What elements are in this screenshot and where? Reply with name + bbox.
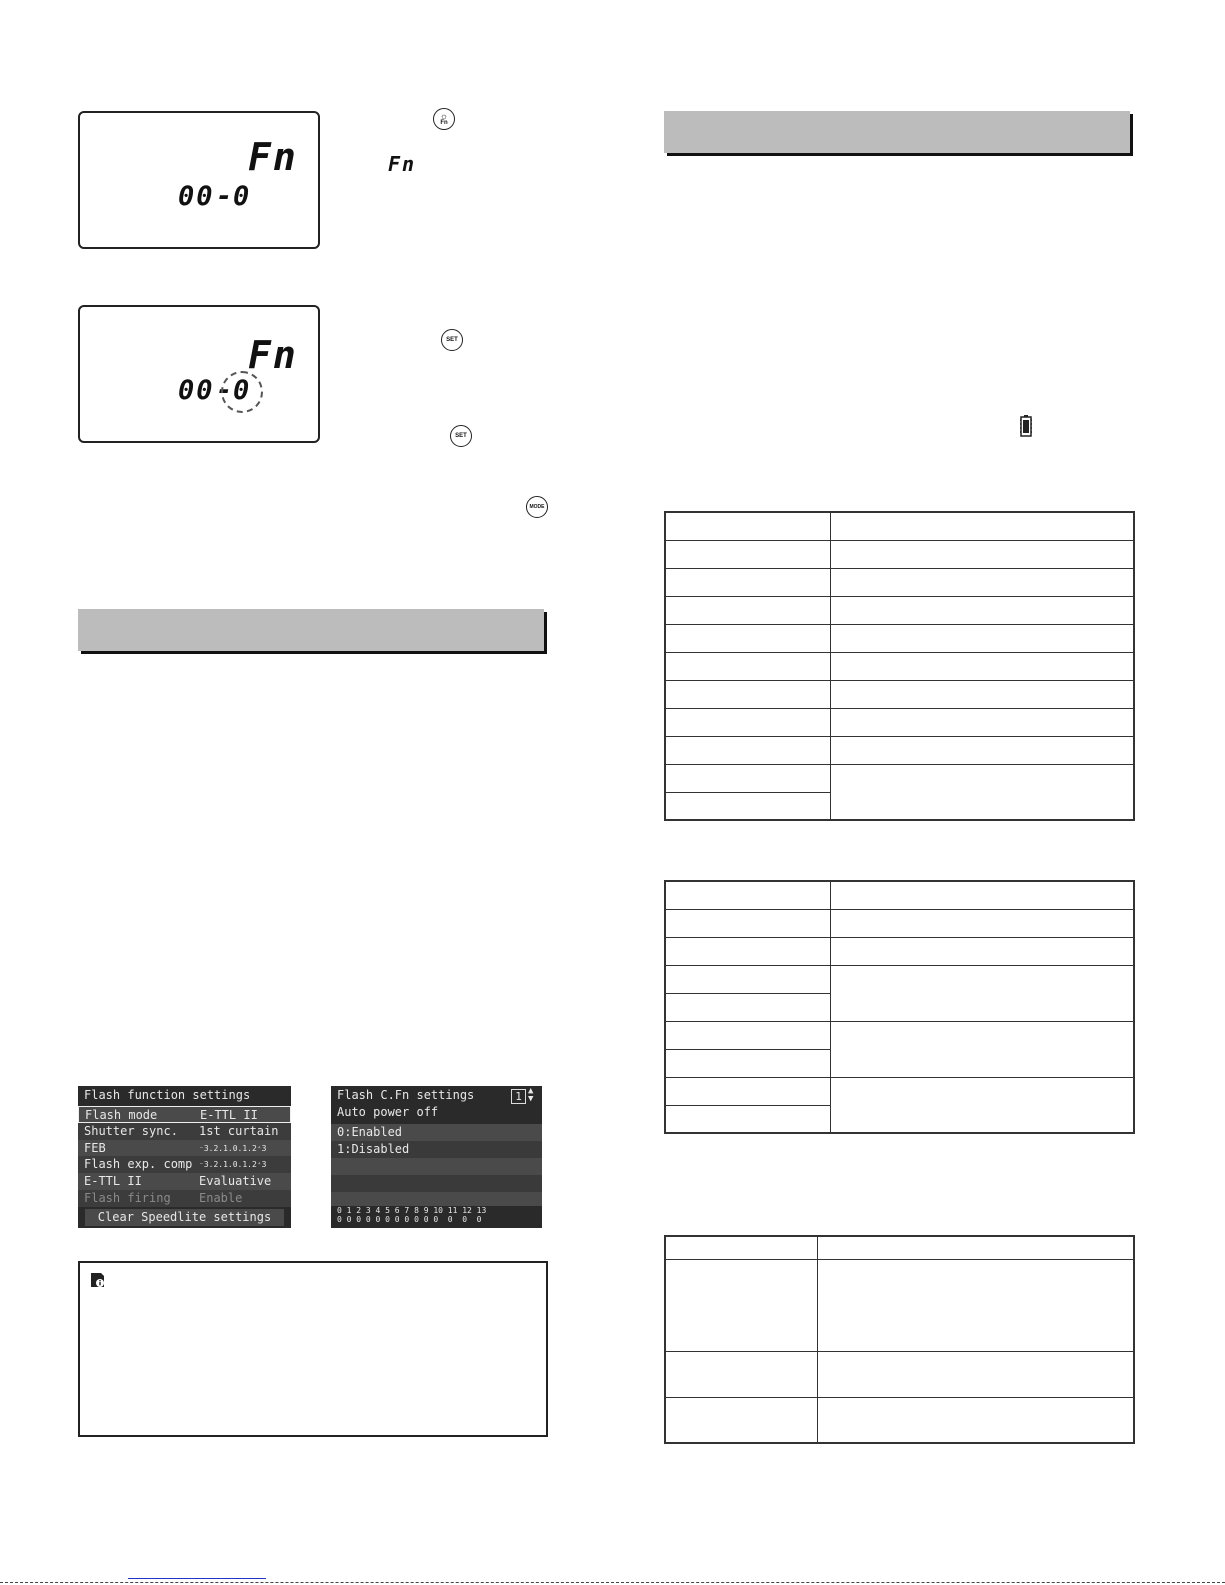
lcd-separator: - bbox=[216, 375, 235, 406]
section-header-bar bbox=[664, 111, 1130, 153]
table-row bbox=[665, 568, 1134, 596]
fn-button-icon: ☼ Fn bbox=[433, 108, 455, 130]
menu-row[interactable] bbox=[78, 1173, 291, 1190]
cfn-index-row: 0 1 2 3 4 5 6 7 8 9 10 11 12 13 bbox=[337, 1206, 487, 1215]
table-row bbox=[665, 1259, 1134, 1351]
screen-title: Flash C.Fn settings bbox=[337, 1088, 475, 1102]
settings-table bbox=[664, 1235, 1135, 1444]
menu-row[interactable] bbox=[78, 1156, 291, 1173]
table-row bbox=[665, 909, 1134, 937]
link-underline[interactable] bbox=[128, 1578, 266, 1579]
option-empty bbox=[331, 1175, 542, 1192]
lcd-function-number: 00 bbox=[178, 375, 215, 406]
menu-row-value: ⁻3.2.1.0.1.2⁺3 bbox=[199, 1160, 267, 1170]
section-header-bar bbox=[78, 609, 544, 651]
table-row bbox=[665, 1351, 1134, 1397]
page-arrows-icon: ▲ ▼ bbox=[528, 1086, 534, 1104]
battery-icon bbox=[1020, 415, 1032, 437]
note-box bbox=[78, 1261, 548, 1437]
menu-row[interactable] bbox=[78, 1106, 291, 1123]
menu-row-value: 1st curtain bbox=[199, 1123, 279, 1138]
table-row bbox=[665, 680, 1134, 708]
table-row bbox=[665, 512, 1134, 540]
lcd-panel-setting bbox=[78, 305, 320, 443]
set-button-icon: SET bbox=[441, 329, 463, 351]
menu-row[interactable] bbox=[78, 1190, 291, 1207]
table-row bbox=[665, 937, 1134, 965]
menu-row-label: Shutter sync. bbox=[84, 1123, 178, 1138]
info-note-icon bbox=[90, 1272, 106, 1288]
table-row bbox=[665, 736, 1134, 764]
custom-functions-table bbox=[664, 511, 1135, 821]
personal-functions-table bbox=[664, 880, 1135, 1134]
lcd-fn-indicator: Fn bbox=[248, 135, 298, 179]
screen-title: Flash function settings bbox=[78, 1087, 291, 1104]
lcd-setting-value: 0 bbox=[233, 181, 252, 212]
table-row bbox=[665, 540, 1134, 568]
camera-screen-flash-function-settings bbox=[78, 1086, 291, 1228]
mode-button-icon: MODE bbox=[526, 496, 548, 518]
lcd-panel-custom-function bbox=[78, 111, 320, 249]
screen-subtitle: Auto power off bbox=[337, 1105, 439, 1119]
menu-row-value: E-TTL II bbox=[200, 1108, 258, 1122]
menu-row-value: Evaluative bbox=[199, 1174, 272, 1189]
lcd-setting-value: 0 bbox=[233, 375, 252, 406]
option-empty bbox=[331, 1158, 542, 1175]
table-row bbox=[665, 1236, 1134, 1259]
table-row bbox=[665, 1021, 1134, 1049]
table-row bbox=[665, 1077, 1134, 1105]
table-row bbox=[665, 652, 1134, 680]
menu-row-value: Enable bbox=[199, 1191, 243, 1205]
cfn-value-row: 0 0 0 0 0 0 0 0 0 0 0 0 0 0 bbox=[337, 1215, 482, 1224]
table-row bbox=[665, 965, 1134, 993]
highlight-circle bbox=[221, 371, 263, 413]
option-empty bbox=[331, 1192, 542, 1206]
page-bottom-rule bbox=[0, 1582, 1225, 1583]
table-row bbox=[665, 881, 1134, 909]
menu-row-label: Flash mode bbox=[85, 1108, 158, 1122]
menu-row-label: FEB bbox=[84, 1140, 106, 1155]
fn-inline-glyph: Fn bbox=[388, 152, 417, 176]
menu-row[interactable] bbox=[78, 1123, 291, 1140]
table-row bbox=[665, 764, 1134, 792]
table-row bbox=[665, 1397, 1134, 1443]
set-button-icon: SET bbox=[450, 425, 472, 447]
table-row bbox=[665, 624, 1134, 652]
menu-row-label: Flash exp. comp bbox=[84, 1157, 193, 1172]
table-row bbox=[665, 708, 1134, 736]
page-number-box: 1 bbox=[511, 1089, 526, 1104]
lcd-separator: - bbox=[216, 181, 235, 212]
lcd-function-number: 00 bbox=[178, 181, 215, 212]
option-enabled[interactable]: 0:Enabled bbox=[331, 1124, 542, 1141]
lcd-fn-indicator: Fn bbox=[248, 333, 298, 377]
menu-row-label: Flash firing bbox=[84, 1191, 171, 1205]
clear-speedlite-settings-button[interactable]: Clear Speedlite settings bbox=[85, 1209, 284, 1226]
menu-row[interactable] bbox=[78, 1140, 291, 1157]
menu-row-label: E-TTL II bbox=[84, 1174, 142, 1189]
menu-row-value: ⁻3.2.1.0.1.2⁺3 bbox=[199, 1143, 267, 1153]
table-row bbox=[665, 596, 1134, 624]
camera-screen-flash-cfn-settings bbox=[331, 1086, 542, 1228]
option-disabled[interactable]: 1:Disabled bbox=[331, 1141, 542, 1158]
